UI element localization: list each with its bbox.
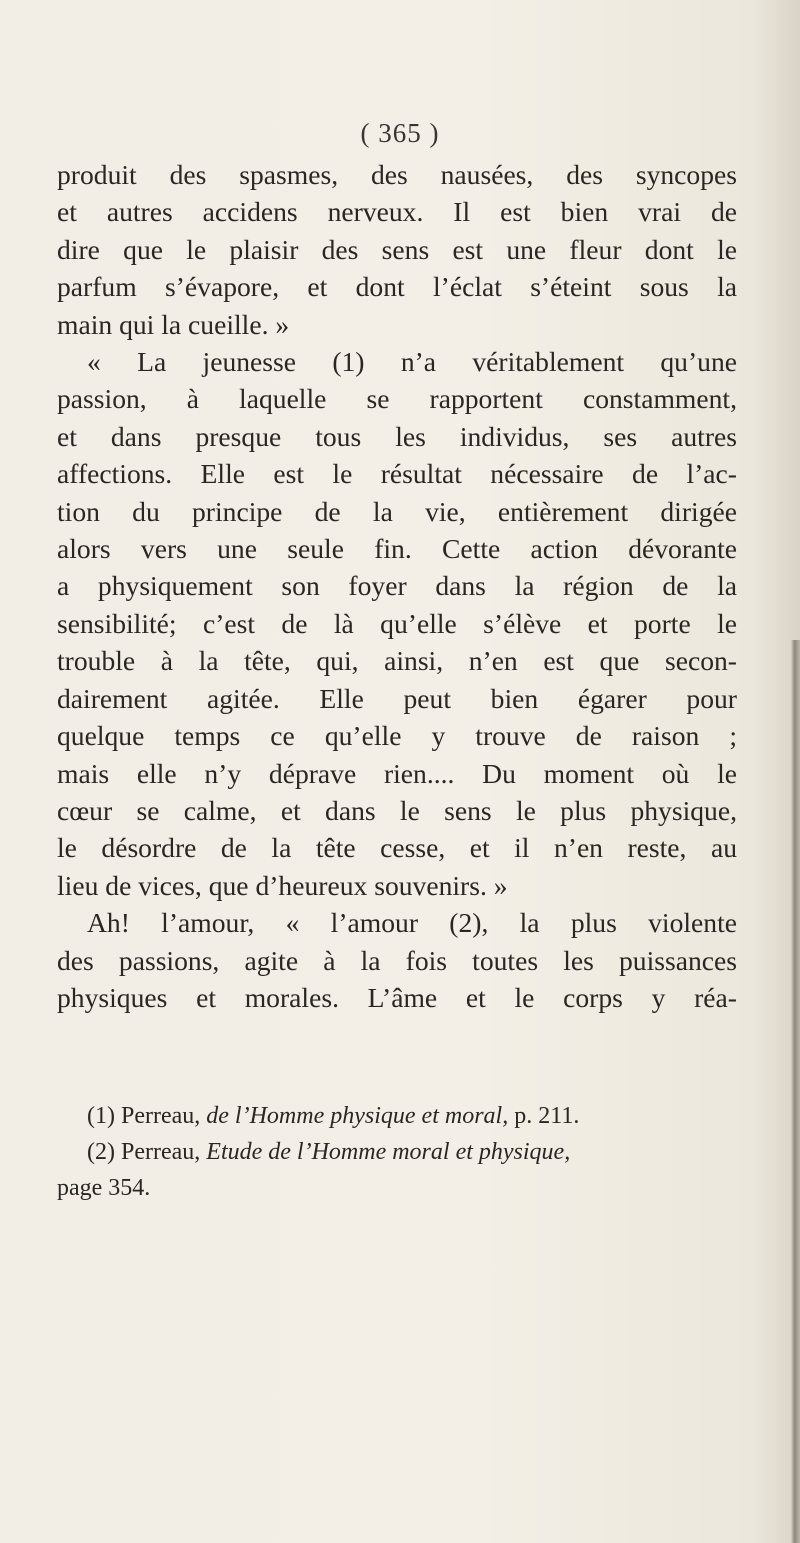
footnotes: [57, 1098, 737, 1206]
text-line: sensibilité; c’est de là qu’elle s’élève et porte le: [57, 607, 737, 639]
text-line: et autres accidens nerveux. Il est bien vrai de: [57, 196, 737, 228]
text-line: mais elle n’y déprave rien.... Du moment où le: [57, 757, 737, 789]
footnote-1-suffix: p. 211.: [508, 1103, 580, 1129]
footnote-1-prefix: (1) Perreau,: [87, 1103, 207, 1129]
text-line: affections. Elle est le résultat nécessaire de l’ac-: [57, 458, 737, 490]
footnote-2-title: Etude de l’Homme moral et physique,: [206, 1139, 571, 1165]
page-edge-shadow: [791, 640, 800, 1543]
text-line: quelque temps ce qu’elle y trouve de raison ;: [57, 720, 737, 752]
page-number: ( 365 ): [360, 118, 440, 148]
text-line: et dans presque tous les individus, ses autres: [57, 420, 737, 452]
footnote-2-continuation: page 354.: [57, 1175, 151, 1201]
text-line: trouble à la tête, qui, ainsi, n’en est que secon-: [57, 645, 737, 677]
body-text: [57, 156, 737, 1016]
text-line: produit des spasmes, des nausées, des syncopes: [57, 159, 737, 190]
text-line: a physiquement son foyer dans la région de la: [57, 570, 737, 602]
text-line: le désordre de la tête cesse, et il n’en reste, au: [57, 832, 737, 864]
text-line: dire que le plaisir des sens est une fleur dont le: [57, 233, 737, 265]
text-line: physiques et morales. L’âme et le corps y réa-: [57, 981, 737, 1013]
footnote-1: [57, 1098, 737, 1134]
footnote-1-title: de l’Homme physique et moral,: [206, 1103, 509, 1129]
text-line: des passions, agite à la fois toutes les puissances: [57, 944, 737, 976]
text-line: « La jeunesse (1) n’a véritablement qu’une: [87, 346, 737, 378]
text-line: cœur se calme, et dans le sens le plus physique,: [57, 794, 737, 826]
text-line: dairement agitée. Elle peut bien égarer pour: [57, 682, 737, 714]
footnote-2-prefix: (2) Perreau,: [87, 1139, 207, 1165]
text-line: Ah! l’amour, « l’amour (2), la plus violente: [87, 907, 737, 939]
text-line: passion, à laquelle se rapportent constamment,: [57, 383, 737, 415]
text-line: tion du principe de la vie, entièrement dirigée: [57, 495, 737, 527]
text-line: lieu de vices, que d’heureux souvenirs. »: [57, 869, 508, 901]
footnote-2: [57, 1134, 737, 1170]
text-line: parfum s’évapore, et dont l’éclat s’éteint sous la: [57, 271, 737, 303]
text-line: alors vers une seule fin. Cette action dévorante: [57, 533, 737, 565]
text-line: main qui la cueille. »: [57, 308, 290, 340]
